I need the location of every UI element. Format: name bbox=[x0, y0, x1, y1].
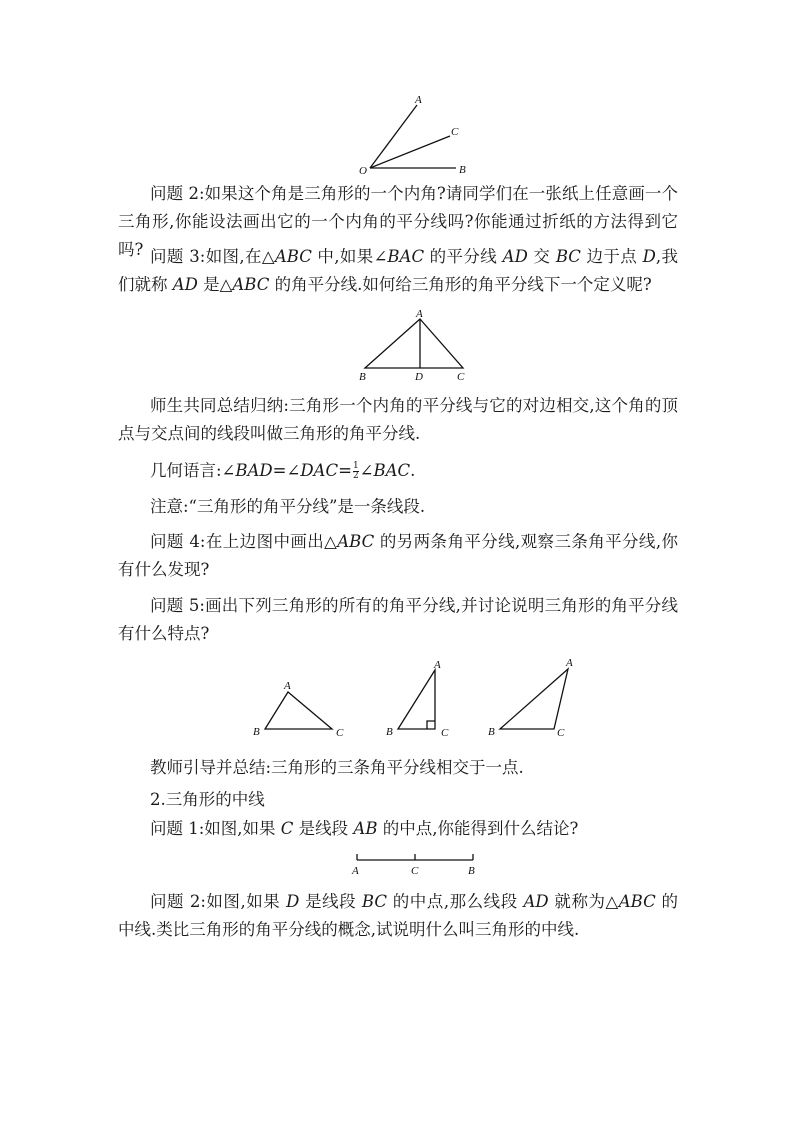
svg-text:A: A bbox=[284, 680, 291, 692]
right-triangle bbox=[386, 659, 449, 739]
summary-incenter: 教师引导并总结:三角形的三条角平分线相交于一点. bbox=[150, 758, 524, 777]
summary-bisector: 师生共同总结归纳:三角形一个内角的平分线与它的对边相交,这个角的顶点与交点间的线段叫做三角形的角平分线. bbox=[118, 396, 678, 443]
label-o: O bbox=[359, 165, 367, 177]
label-b: B bbox=[468, 865, 475, 877]
svg-text:B: B bbox=[488, 726, 495, 738]
section-median-heading: 2.三角形的中线 bbox=[150, 790, 265, 809]
svg-text:C: C bbox=[441, 727, 449, 739]
label-c: C bbox=[457, 371, 465, 383]
label-b: B bbox=[359, 371, 366, 383]
acute-triangle bbox=[253, 680, 344, 739]
obtuse-triangle bbox=[488, 657, 573, 739]
three-triangles-figure bbox=[245, 652, 585, 744]
label-d: D bbox=[415, 371, 423, 383]
label-a: A bbox=[415, 94, 422, 106]
svg-text:C: C bbox=[557, 727, 565, 739]
svg-text:C: C bbox=[336, 727, 344, 739]
segment-figure bbox=[345, 850, 485, 878]
label-a: A bbox=[416, 308, 423, 320]
question-5: 问题 5:画出下列三角形的所有的角平分线,并讨论说明三角形的角平分线有什么特点? bbox=[118, 596, 678, 643]
triangle-abc bbox=[365, 319, 463, 368]
label-b: B bbox=[459, 164, 466, 176]
label-c: C bbox=[451, 126, 459, 138]
bisector-triangle-figure bbox=[350, 306, 480, 386]
question-3: 问题 3:如图,在△ABC 中,如果∠BAC 的平分线 AD 交 BC 边于点 D,我们就称 AD 是△ABC 的角平分线.如何给三角形的角平分线下一个定义呢? bbox=[118, 247, 678, 294]
question-2-angle: 问题 2:如果这个角是三角形的一个内角?请同学们在一张纸上任意画一个三角形,你能设法画出它的一个内角的平分线吗?你能通过折纸的方法得到它吗? bbox=[118, 184, 678, 259]
median-question-2: 问题 2:如图,如果 D 是线段 BC 的中点,那么线段 AD 就称为△ABC 的中线.类比三角形的角平分线的概念,试说明什么叫三角形的中线. bbox=[118, 892, 678, 939]
svg-text:A: A bbox=[434, 659, 441, 671]
fraction-one-half: $\frac{1}{2}$ bbox=[352, 461, 359, 481]
median-question-1: 问题 1:如图,如果 C 是线段 AB 的中点,你能得到什么结论? bbox=[150, 819, 579, 838]
label-a: A bbox=[352, 865, 359, 877]
label-c: C bbox=[411, 865, 419, 877]
angle-figure bbox=[350, 92, 480, 178]
note: 注意:“三角形的角平分线”是一条线段. bbox=[150, 497, 426, 516]
question-4: 问题 4:在上边图中画出△ABC 的另两条角平分线,观察三条角平分线,你有什么发现? bbox=[118, 532, 678, 579]
geometry-language: 几何语言:∠BAD=∠DAC= $\frac{1}{2}$ ∠BAC. bbox=[150, 461, 416, 481]
svg-text:A: A bbox=[566, 657, 573, 669]
svg-text:B: B bbox=[253, 726, 260, 738]
svg-text:B: B bbox=[386, 726, 393, 738]
